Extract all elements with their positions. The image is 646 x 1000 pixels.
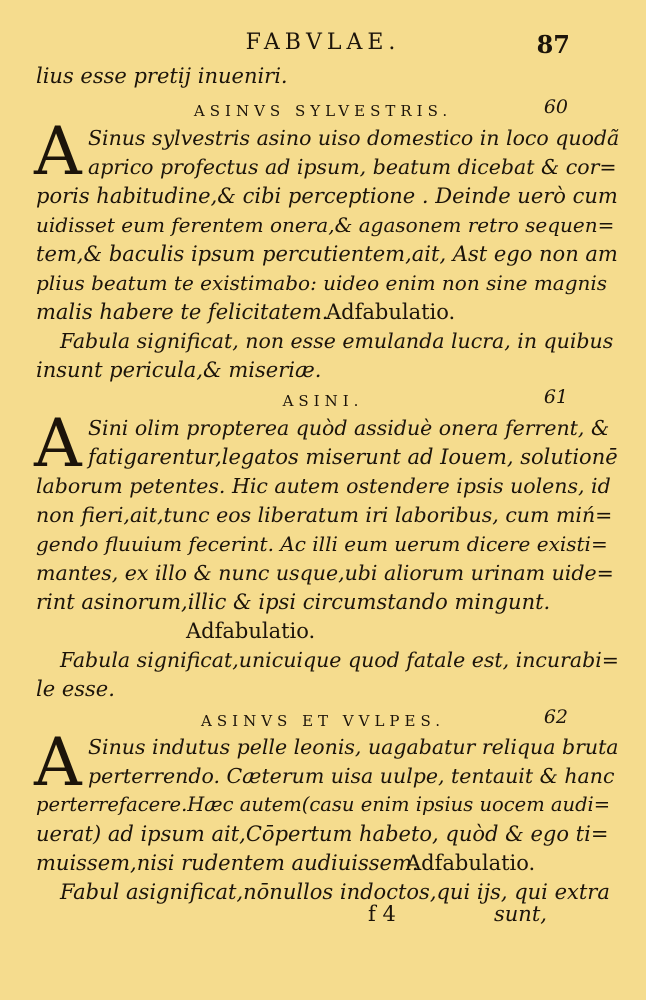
fable-line: uidisset eum ferentem onera,& agasonem retro sequen= [36, 213, 615, 237]
adfabulatio-heading: Adfabulatio. [326, 300, 456, 324]
drop-cap: A [34, 724, 82, 801]
fable-line: gendo fluuium fecerint. Ac illi eum uerum dicere existi= [36, 532, 608, 556]
moral-line: le esse. [36, 677, 115, 701]
fable-line: muissem,nisi rudentem audiuissem. [36, 851, 419, 875]
running-title: FABVLAE. [245, 30, 401, 55]
continuation-line: lius esse pretij inueniri. [36, 64, 288, 88]
fable-line: aprico profectus ad ipsum, beatum dicebat & cor= [88, 155, 617, 179]
fable-line: poris habitudine,& cibi perceptione . Deinde uerò cum [36, 184, 618, 208]
fable-number: 62 [543, 706, 568, 728]
moral-line: insunt pericula,& miseriæ. [36, 358, 322, 382]
fable-line: malis habere te felicitatem. [36, 300, 329, 324]
moral-line: Fabul asignificat,nōnullos indoctos,qui ijs, qui extra [60, 880, 610, 904]
fable-line: Sini olim propterea quòd assiduè onera ferrent, & [88, 416, 610, 440]
fable-line: perterrendo. Cæterum uisa uulpe, tentauit & hanc [88, 764, 615, 788]
fable-line: plius beatum te existimabo: uideo enim non sine magnis [36, 271, 608, 295]
moral-line: Fabula significat,unicuique quod fatale est, incurabi= [60, 648, 619, 672]
fable-number: 61 [543, 386, 568, 408]
fable-title: ASINI. [282, 392, 364, 410]
fable-line: mantes, ex illo & nunc usque,ubi aliorum urinam uide= [36, 561, 614, 585]
moral-line: Fabula significat, non esse emulanda lucra, in quibus [60, 329, 614, 353]
fable-line: Sinus sylvestris asino uiso domestico in loco quodã [88, 126, 620, 150]
fable-line: rint asinorum,illic & ipsi circumstando mingunt. [36, 590, 551, 614]
drop-cap: A [34, 113, 82, 190]
catchword: sunt, [494, 902, 547, 926]
fable-line: Sinus indutus pelle leonis, uagabatur reliqua bruta [88, 735, 619, 759]
drop-cap: A [34, 405, 82, 482]
fable-title: ASINVS SYLVESTRIS. [193, 102, 453, 120]
fable-line: uerat) ad ipsum ait,Cōpertum habeto, quòd & ego ti= [36, 822, 609, 846]
fable-line: perterrefacere.Hæc autem(casu enim ipsius uocem audi= [36, 793, 611, 816]
adfabulatio-heading: Adfabulatio. [186, 619, 316, 643]
fable-line: fatigarentur,legatos miserunt ad Iouem, solutionē [88, 445, 618, 469]
page-number: 87 [536, 30, 570, 59]
adfabulatio-heading: Adfabulatio. [406, 851, 536, 875]
fable-line: laborum petentes. Hic autem ostendere ipsis uolens, id [36, 474, 611, 498]
fable-line: tem,& baculis ipsum percutientem,ait, Ast ego non am [36, 242, 618, 266]
fable-title: ASINVS ET VVLPES. [201, 712, 445, 730]
fable-number: 60 [543, 96, 568, 118]
signature-mark: f 4 [368, 902, 396, 926]
fable-line: non fieri,ait,tunc eos liberatum iri laboribus, cum miń= [36, 503, 613, 527]
